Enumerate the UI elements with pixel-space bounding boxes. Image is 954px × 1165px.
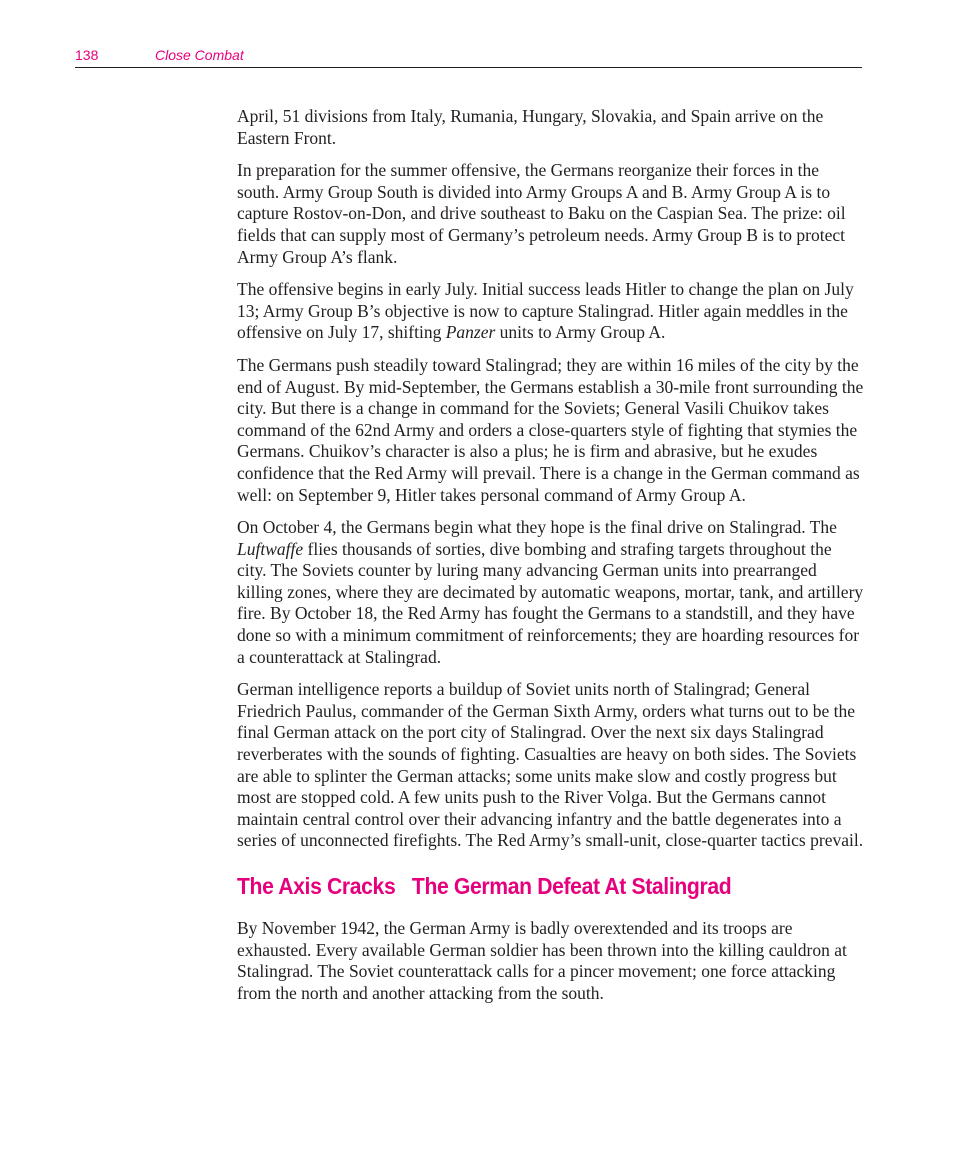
body-paragraph (237, 517, 865, 668)
paragraph-text: On October 4, the Germans begin what they hope is the final drive on Stalingrad. The (237, 517, 837, 538)
body-paragraph: German intelligence reports a buildup of Soviet units north of Stalingrad; General Friedrich Paulus, commander of the German Sixth Army, orders what turns out to be the final German attack on the port city of Stalingrad. Over the next six days Stalingrad reverberates with the sounds of fighting. Casualties are heavy on both sides. The Soviets are able to splinter the German attacks; some units make slow and costly progress but most are stopped cold. A few units push to the River Volga. But the Germans cannot maintain central control over their advancing infantry and the battle degenerates into a series of unconnected firefights. The Red Army’s small-unit, close-quarter tactics prevail. (237, 679, 864, 851)
body-paragraph: In preparation for the summer offensive, the Germans reorganize their forces in the south. Army Group South is divided into Army Groups A and B. Army Group A is to capture Rostov-on-Don, and drive southeast to Baku on the Caspian Sea. The prize: oil fields that can supply most of Germany’s petroleum needs. Army Group B is to protect Army Group A’s flank. (237, 160, 846, 267)
italic-term: Luftwaffe (237, 538, 304, 559)
main-content (237, 106, 865, 1015)
italic-term: Panzer (445, 322, 496, 343)
body-paragraph: By November 1942, the German Army is badly overextended and its troops are exhausted. Every available German soldier has been thrown into the killing cauldron at Stalingrad. The Soviet counterattack calls for a pincer movement; one force attacking from the north and another attacking from the south. (237, 918, 847, 1003)
body-paragraph: April, 51 divisions from Italy, Rumania, Hungary, Slovakia, and Spain arrive on the Eastern Front. (237, 106, 824, 148)
paragraph-text: units to Army Group A. (495, 322, 666, 343)
section-heading: The Axis Cracks The German Defeat At Stalingrad (237, 873, 732, 899)
body-paragraph (237, 279, 865, 344)
paragraph-text: flies thousands of sorties, dive bombing and strafing targets throughout the city. The Soviets counter by luring many advancing German units into prearranged killing zones, where they are decimated by automatic weapons, mortar, tank, and artillery fire. By October 18, the Red Army has fought the Germans to a standstill, and they have done so with a minimum commitment of reinforcements; they are hoarding resources for a counterattack at Stalingrad. (237, 538, 864, 667)
running-title: Close Combat (155, 47, 244, 63)
paragraph-text: The offensive begins in early July. Initial success leads Hitler to change the plan on July 13; Army Group B’s objective is now to capture Stalingrad. Hitler again meddles in the offensive on July 17, shifting (237, 279, 854, 343)
page-number: 138 (75, 47, 99, 63)
body-paragraph: The Germans push steadily toward Stalingrad; they are within 16 miles of the city by the end of August. By mid-September, the Germans establish a 30-mile front surrounding the city. But there is a change in command for the Soviets; General Vasili Chuikov takes command of the 62nd Army and orders a close-quarters style of fighting that stymies the Germans. Chuikov’s character is also a plus; he is firm and abrasive, but he exudes confidence that the Red Army will prevail. There is a change in the German command as well: on September 9, Hitler takes personal command of Army Group A. (237, 354, 864, 505)
page-header (75, 46, 862, 68)
